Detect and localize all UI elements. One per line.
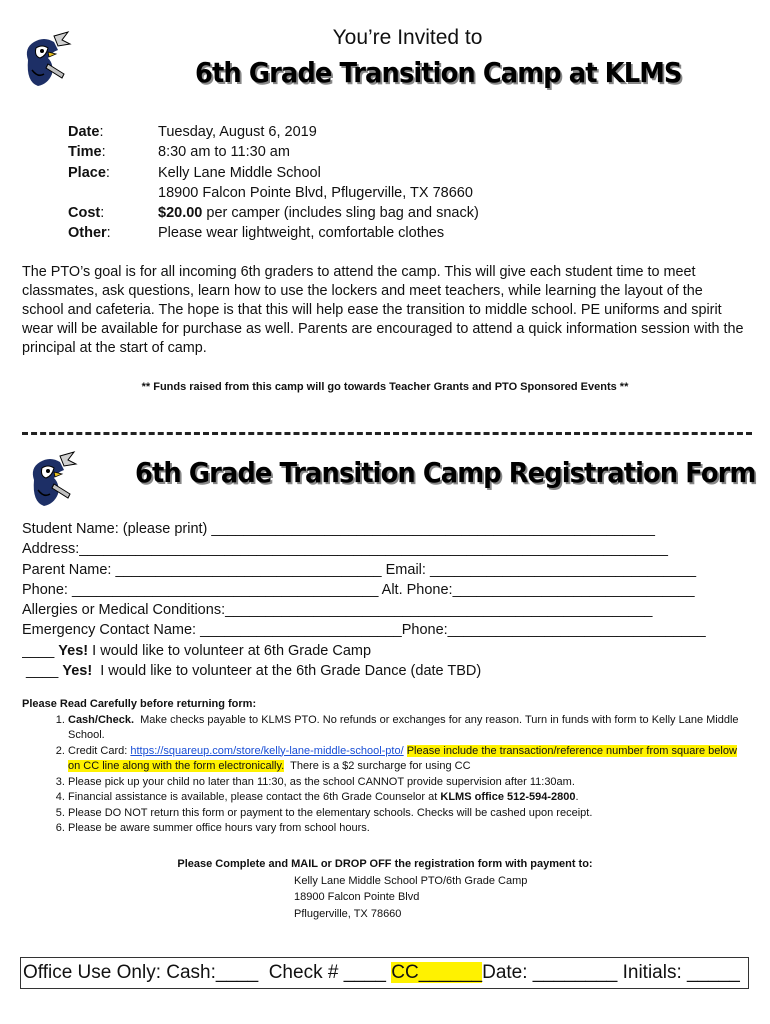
volunteer-text: I would like to volunteer at 6th Grade Camp [88, 642, 372, 659]
detail-row-address [68, 183, 479, 203]
cc-blank[interactable]: ______ [418, 962, 483, 983]
instruction-text: There is a $2 surcharge for using CC [284, 760, 471, 772]
detail-label: Other [68, 225, 107, 242]
instruction-text: Credit Card: [68, 744, 131, 757]
funds-note: ** Funds raised from this camp will go towards Teacher Grants and PTO Sponsored Events ** [141, 381, 629, 393]
form-title: 6th Grade Transition Camp Registration Form [135, 456, 756, 489]
camp-description: The PTO’s goal is for all incoming 6th graders to attend the camp. This will give each student time to meet classmates, ask questions, learn how to use the lockers and meet teachers, while learning the layout of the school and cafeteria. The hope is that this will help ease the transition to middle school. PE uniforms and spirit wear will be available for purchase as well. Parents are encouraged to attend a quick information session with the principal at the start of camp. [22, 264, 744, 356]
detail-label: Date [68, 124, 100, 140]
detail-value: per camper (includes sling bag and snack) [202, 205, 479, 222]
registration-form [22, 519, 747, 681]
detail-label: Cost [68, 205, 101, 222]
detail-row-cost: Cost: $20.00 per camper (includes sling bag and snack) [68, 205, 479, 222]
cut-line-divider [22, 432, 752, 435]
detail-row-date: Date: Tuesday, August 6, 2019 [68, 122, 479, 142]
instruction-item [68, 790, 752, 806]
instruction-item [68, 713, 752, 744]
blank: ____ [22, 663, 63, 680]
mail-address-line: Kelly Lane Middle School PTO/6th Grade Camp [294, 874, 528, 887]
instruction-item [68, 744, 752, 775]
emergency-contact-field[interactable]: Emergency Contact Name: _________________________Phone:________________________________ [22, 622, 706, 639]
detail-row-place: Place: Kelly Lane Middle School [68, 163, 479, 183]
detail-label: Place [68, 164, 106, 181]
volunteer-dance-option[interactable] [22, 661, 747, 681]
detail-row-other: Other: Please wear lightweight, comfortable clothes [68, 223, 479, 243]
office-use-text: Office Use Only: Cash:____ Check # ____ [23, 962, 392, 983]
instruction-item: 6. Please be aware summer office hours vary from school hours. [68, 821, 752, 837]
square-store-link[interactable]: https://squareup.com/store/kelly-lane-middle-school-pto/ [130, 744, 404, 757]
parent-email-field[interactable]: Parent Name: _________________________________ Email: _________________________________ [22, 561, 697, 578]
address-field[interactable]: Address:_________________________________________________________________________ [22, 541, 668, 558]
phone-field[interactable]: Phone: ______________________________________ Alt. Phone:______________________________ [22, 581, 695, 598]
detail-value: 8:30 am to 11:30 am [158, 144, 290, 161]
invited-heading: You’re Invited to [332, 26, 483, 49]
volunteer-text: I would like to volunteer at the 6th Grade Dance (date TBD) [92, 663, 482, 680]
mail-heading: Please Complete and MAIL or DROP OFF the registration form with payment to: [177, 858, 593, 870]
event-title: 6th Grade Transition Camp at KLMS [195, 56, 682, 89]
mail-address-line: Pflugerville, TX 78660 [294, 907, 402, 920]
yes-label: Yes! [58, 642, 89, 659]
cash-check-label: Cash/Check. [68, 713, 135, 726]
highlighted-note: Please include the transaction/reference number from square below on CC line along with the form electronically. [68, 744, 737, 772]
office-use-text: Date: ________ Initials: _____ [482, 962, 740, 983]
detail-value: Tuesday, August 6, 2019 [158, 124, 317, 140]
detail-value: Please wear lightweight, comfortable clothes [158, 225, 445, 242]
cc-label [391, 962, 482, 983]
blank: ____ [22, 642, 59, 659]
instruction-text: . [575, 791, 579, 803]
falcon-mascot-logo [24, 450, 80, 508]
instruction-item: 5. Please DO NOT return this form or payment to the elementary schools. Checks will be cashed upon receipt. [68, 806, 752, 822]
student-name-field[interactable]: Student Name: (please print) _______________________________________________________ [22, 521, 655, 537]
detail-value: 18900 Falcon Pointe Blvd, Pflugerville, TX 78660 [158, 184, 473, 201]
instruction-item: 3. Please pick up your child no later than 11:30, as the school CANNOT provide supervision after 11:30am. [68, 775, 752, 791]
detail-value: Kelly Lane Middle School [158, 164, 321, 181]
office-phone: KLMS office 512-594-2800 [440, 791, 576, 803]
instructions-heading: Please Read Carefully before returning form: [22, 698, 257, 710]
office-use-box [20, 957, 749, 989]
volunteer-camp-option[interactable] [22, 641, 747, 661]
instruction-text: Make checks payable to KLMS PTO. No refunds or exchanges for any reason. Turn in funds with form to Kelly Lane Middle School. [68, 713, 742, 741]
event-details [68, 122, 479, 244]
detail-label: Time [68, 144, 102, 161]
mail-instructions [0, 856, 770, 922]
yes-label: Yes! [62, 663, 93, 680]
mail-address-line: 18900 Falcon Pointe Blvd [294, 891, 420, 903]
instructions [22, 697, 752, 837]
cost-amount: $20.00 [158, 205, 203, 222]
detail-row-time: Time: 8:30 am to 11:30 am [68, 142, 479, 162]
cc-text: CC [391, 962, 419, 983]
instruction-text: Financial assistance is available, please contact the 6th Grade Counselor at [68, 791, 441, 803]
allergies-field[interactable]: Allergies or Medical Conditions:_____________________________________________________ [22, 602, 653, 619]
